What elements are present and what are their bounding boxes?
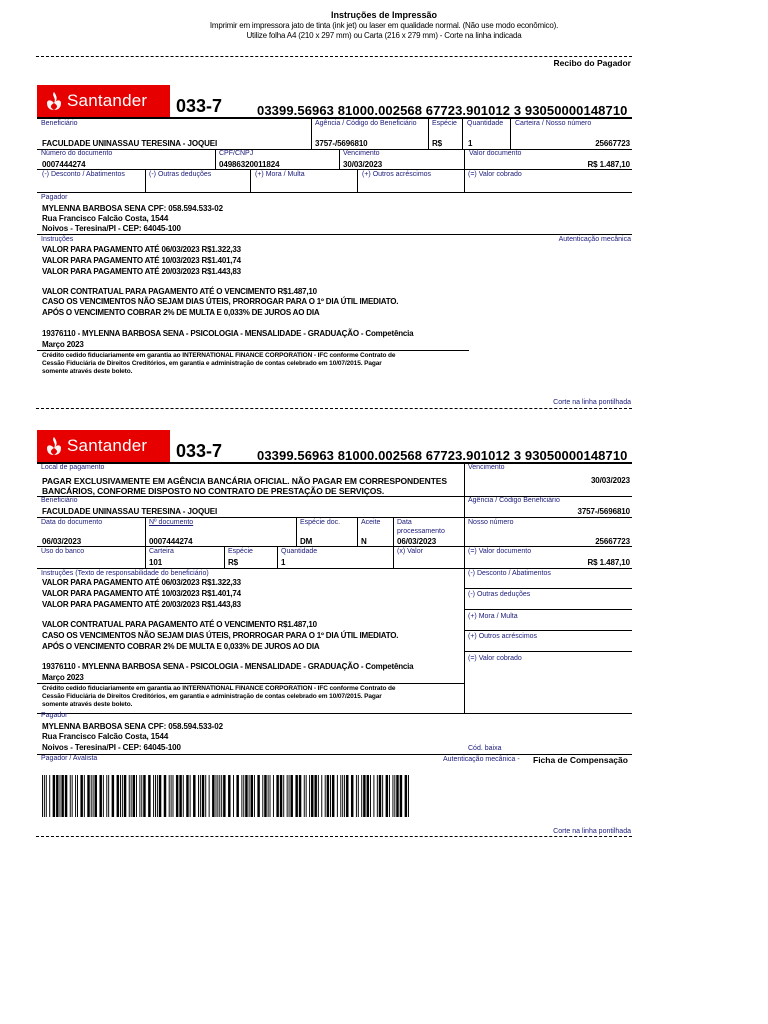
field-label: Beneficiário (41, 497, 78, 504)
rule (464, 651, 632, 652)
bank-code: 033-7 (176, 441, 223, 461)
payer-line-2: Rua Francisco Falcão Costa, 1544 (42, 732, 169, 741)
bank-name: Santander (67, 91, 148, 110)
divider (311, 118, 312, 149)
instruction-line: VALOR PARA PAGAMENTO ATÉ 10/03/2023 R$1.401,74 (42, 589, 241, 598)
print-instructions-title: Instruções de Impressão (330, 10, 438, 20)
field-label: Pagador (41, 194, 68, 201)
bank-name: Santander (67, 436, 148, 455)
beneficiary-name: FACULDADE UNINASSAU TERESINA - JOQUEI (42, 507, 218, 516)
species: R$ (432, 139, 443, 148)
document-value: R$ 1.487,10 (587, 160, 630, 169)
payer-line-1: MYLENNA BARBOSA SENA CPF: 058.594.533-02 (42, 204, 223, 213)
divider (464, 150, 465, 169)
field-label: Pagador / Avalista (41, 755, 98, 762)
field-label: (=) Valor documento (468, 548, 532, 555)
authentication-label: Autenticação mecânica - (443, 756, 520, 763)
instruction-line: APÓS O VENCIMENTO COBRAR 2% DE MULTA E 0,033% DE JUROS AO DIA (42, 642, 320, 651)
rule (37, 546, 632, 547)
field-label: (-) Outras deduções (149, 171, 212, 178)
cpf-cnpj: 04986320011824 (219, 160, 280, 169)
quantity: 1 (468, 139, 473, 148)
payer-line-1: MYLENNA BARBOSA SENA CPF: 058.594.533-02 (42, 722, 223, 731)
ifc-notice-line: Crédito cedido fiduciariamente em garantia ao INTERNATIONAL FINANCE CORPORATION - IFC conforme Contrato de (42, 352, 396, 359)
rule (37, 192, 632, 193)
field-label: Local de pagamento (41, 464, 105, 471)
field-label: Data (397, 519, 412, 526)
payer-line-2: Rua Francisco Falcão Costa, 1544 (42, 214, 169, 223)
divider (215, 150, 216, 169)
print-instructions-line-1: Imprimir em impressora jato de tinta (ink jet) ou laser em qualidade normal. (Não use modo econômico). (209, 21, 559, 30)
ifc-notice-line: Cessão Fiduciária de Direitos Creditórios, em garantia e administração de contas celebrado em 10/07/2015. Pagar (42, 693, 382, 700)
divider (224, 546, 225, 568)
our-number: 25667723 (595, 139, 630, 148)
divider (462, 118, 463, 149)
cut-line (36, 408, 632, 409)
field-label: (-) Outras deduções (468, 591, 531, 598)
species: R$ (228, 558, 239, 567)
rule (37, 149, 632, 150)
field-label: Instruções (41, 236, 74, 243)
payment-place-line-2: BANCÁRIOS, CONFORME DISPOSTO NO CONTRATO DE PRESTAÇÃO DE SERVIÇOS. (42, 486, 385, 496)
field-label: Nosso número (468, 519, 514, 526)
field-label: Nº documento (149, 519, 194, 526)
cut-line (36, 836, 632, 837)
cut-label: Corte na linha pontilhada (553, 399, 631, 406)
instruction-line: VALOR PARA PAGAMENTO ATÉ 10/03/2023 R$1.401,74 (42, 256, 241, 265)
rule (37, 683, 464, 684)
barcode (42, 775, 409, 817)
document-date: 06/03/2023 (42, 537, 82, 546)
instruction-line: VALOR CONTRATUAL PARA PAGAMENTO ATÉ O VENCIMENTO R$1.487,10 (42, 287, 317, 296)
instruction-line: Março 2023 (42, 340, 84, 349)
payer-line-3: Noivos - Teresina/PI - CEP: 64045-100 (42, 743, 181, 752)
field-label: Espécie doc. (300, 519, 341, 526)
flame-icon (45, 436, 63, 456)
field-label: Quantidade (467, 120, 504, 127)
instruction-line: Março 2023 (42, 673, 84, 682)
due-date: 30/03/2023 (590, 476, 630, 485)
bank-code: 033-7 (176, 96, 223, 116)
field-label: Beneficiário (41, 120, 78, 127)
instruction-line: CASO OS VENCIMENTOS NÃO SEJAM DIAS ÚTEIS, PRORROGAR PARA O 1º DIA ÚTIL IMEDIATO. (42, 631, 399, 640)
instruction-line: APÓS O VENCIMENTO COBRAR 2% DE MULTA E 0,033% DE JUROS AO DIA (42, 308, 320, 317)
field-label: Carteira (149, 548, 174, 555)
digitable-line: 03399.56963 81000.002568 67723.901012 3 93050000148710 (257, 103, 628, 118)
divider (357, 517, 358, 546)
instruction-line: VALOR PARA PAGAMENTO ATÉ 06/03/2023 R$1.322,33 (42, 578, 241, 587)
field-label: Cód. baixa (468, 745, 502, 752)
rule (37, 713, 632, 714)
rule (37, 462, 632, 464)
quantity: 1 (281, 558, 286, 567)
field-label: CPF/CNPJ (219, 150, 254, 157)
flame-icon (45, 91, 63, 111)
divider (464, 169, 465, 192)
agency-code: 3757-/5696810 (577, 507, 630, 516)
payment-place-line-1: PAGAR EXCLUSIVAMENTE EM AGÊNCIA BANCÁRIA OFICIAL. NÃO PAGAR EM CORRESPONDENTES (42, 476, 447, 486)
instruction-line: VALOR PARA PAGAMENTO ATÉ 06/03/2023 R$1.322,33 (42, 245, 241, 254)
field-label: (=) Valor cobrado (468, 655, 522, 662)
field-label: (x) Valor (397, 548, 423, 555)
field-label: Aceite (361, 519, 381, 526)
field-label: Carteira / Nosso número (515, 120, 592, 127)
instruction-line: VALOR PARA PAGAMENTO ATÉ 20/03/2023 R$1.443,83 (42, 600, 241, 609)
document-number: 0007444274 (42, 160, 86, 169)
acceptance: N (361, 537, 367, 546)
instruction-line: CASO OS VENCIMENTOS NÃO SEJAM DIAS ÚTEIS, PRORROGAR PARA O 1º DIA ÚTIL IMEDIATO. (42, 297, 399, 306)
field-label: Quantidade (281, 548, 318, 555)
field-label: Agência / Código do Beneficiário (315, 120, 417, 127)
document-number: 0007444274 (149, 537, 193, 546)
divider (357, 169, 358, 192)
divider (393, 546, 394, 568)
santander-logo (37, 430, 170, 462)
instruction-line: 19376110 - MYLENNA BARBOSA SENA - PSICOLOGIA - MENSALIDADE - GRADUAÇÃO - Competência (42, 329, 414, 338)
field-label: Instruções (Texto de responsabilidade do beneficiário) (41, 570, 209, 577)
field-label: Espécie (432, 120, 457, 127)
ifc-notice-line: somente através deste boleto. (42, 701, 133, 708)
rule (37, 350, 469, 351)
rule (37, 117, 632, 119)
field-label: Agência / Código Beneficiário (468, 497, 560, 504)
field-label: (+) Mora / Multa (468, 613, 518, 620)
receipt-title: Recibo do Pagador (553, 58, 631, 68)
due-date: 30/03/2023 (343, 160, 383, 169)
rule (37, 234, 632, 235)
authentication-label: Autenticação mecânica (558, 236, 631, 243)
our-number: 25667723 (595, 537, 630, 546)
field-label: (+) Outros acréscimos (468, 633, 538, 640)
instruction-line: VALOR PARA PAGAMENTO ATÉ 20/03/2023 R$1.443,83 (42, 267, 241, 276)
compensation-title: Ficha de Compensação (533, 755, 628, 765)
field-label: (-) Desconto / Abatimentos (468, 570, 551, 577)
agency-code: 3757-/5696810 (315, 139, 368, 148)
rule (37, 169, 632, 170)
rule (464, 630, 632, 631)
divider (393, 517, 394, 546)
divider (250, 169, 251, 192)
processing-date: 06/03/2023 (397, 537, 437, 546)
instruction-line: VALOR CONTRATUAL PARA PAGAMENTO ATÉ O VENCIMENTO R$1.487,10 (42, 620, 317, 629)
document-value: R$ 1.487,10 (587, 558, 630, 567)
cut-label: Corte na linha pontilhada (553, 828, 631, 835)
print-instructions-line-2: Utilize folha A4 (210 x 297 mm) ou Carta (216 x 279 mm) - Corte na linha indicada (246, 31, 522, 40)
divider (296, 517, 297, 546)
divider (145, 546, 146, 568)
field-label: Vencimento (468, 464, 505, 471)
field-label: (+) Mora / Multa (255, 171, 305, 178)
rule (464, 609, 632, 610)
instruction-line: 19376110 - MYLENNA BARBOSA SENA - PSICOLOGIA - MENSALIDADE - GRADUAÇÃO - Competência (42, 662, 414, 671)
divider (428, 118, 429, 149)
field-label: (=) Valor cobrado (468, 171, 522, 178)
divider (510, 118, 511, 149)
rule (37, 517, 632, 518)
divider (145, 169, 146, 192)
rule (464, 588, 632, 589)
divider (339, 150, 340, 169)
divider (277, 546, 278, 568)
document-type: DM (300, 537, 313, 546)
rule (37, 568, 632, 569)
field-label: Data do documento (41, 519, 103, 526)
beneficiary-name: FACULDADE UNINASSAU TERESINA - JOQUEI (42, 139, 218, 148)
field-label: Espécie (228, 548, 253, 555)
divider (145, 517, 146, 546)
field-label: Pagador (41, 712, 68, 719)
field-label: Número do documento (41, 150, 113, 157)
ifc-notice-line: somente através deste boleto. (42, 368, 133, 375)
ifc-notice-line: Crédito cedido fiduciariamente em garantia ao INTERNATIONAL FINANCE CORPORATION - IFC conforme Contrato de (42, 685, 396, 692)
santander-logo (37, 85, 170, 117)
ifc-notice-line: Cessão Fiduciária de Direitos Creditórios, em garantia e administração de contas celebrado em 10/07/2015. Pagar (42, 360, 382, 367)
digitable-line: 03399.56963 81000.002568 67723.901012 3 93050000148710 (257, 448, 628, 463)
field-label: (+) Outros acréscimos (362, 171, 432, 178)
field-label: Valor documento (469, 150, 522, 157)
field-label: Vencimento (343, 150, 380, 157)
field-label: Uso do banco (41, 548, 85, 555)
field-label: (-) Desconto / Abatimentos (42, 171, 125, 178)
payer-line-3: Noivos - Teresina/PI - CEP: 64045-100 (42, 224, 181, 233)
cut-line (36, 56, 632, 57)
field-label: processamento (397, 528, 445, 535)
wallet: 101 (149, 558, 163, 567)
